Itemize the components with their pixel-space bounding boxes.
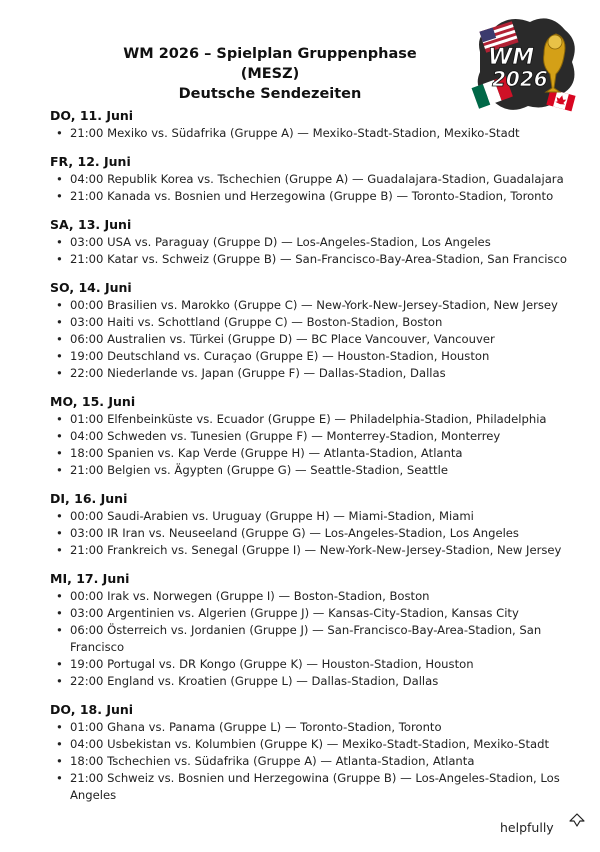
day-section <box>50 490 580 559</box>
match-item: • 22:00 England vs. Kroatien (Gruppe L) — Dallas-Stadion, Dallas <box>50 673 580 690</box>
brand-name: helpfully <box>500 820 554 835</box>
match-list <box>50 171 580 205</box>
match-list <box>50 125 580 142</box>
title-line-1: WM 2026 – Spielplan Gruppenphase (MESZ) <box>123 46 417 82</box>
day-heading: MO, 15. Juni <box>50 394 136 409</box>
match-item: • 00:00 Irak vs. Norwegen (Gruppe I) — Boston-Stadion, Boston <box>50 588 580 605</box>
match-item: • 19:00 Deutschland vs. Curaçao (Gruppe E) — Houston-Stadion, Houston <box>50 348 580 365</box>
day-heading: DO, 18. Juni <box>50 702 134 717</box>
match-list <box>50 234 580 268</box>
match-list <box>50 411 580 479</box>
svg-text:2026: 2026 <box>492 67 548 91</box>
day-section <box>50 216 580 268</box>
day-section <box>50 279 580 382</box>
page-title <box>95 44 445 104</box>
match-item: • 18:00 Tschechien vs. Südafrika (Gruppe A) — Atlanta-Stadion, Atlanta <box>50 753 580 770</box>
match-item: • 04:00 Schweden vs. Tunesien (Gruppe F) — Monterrey-Stadion, Monterrey <box>50 428 580 445</box>
svg-text:WM: WM <box>488 45 535 70</box>
wm-2026-logo <box>470 12 580 117</box>
day-section <box>50 570 580 690</box>
match-item: • 04:00 Republik Korea vs. Tschechien (Gruppe A) — Guadalajara-Stadion, Guadalajara <box>50 171 580 188</box>
match-item: • 18:00 Spanien vs. Kap Verde (Gruppe H) — Atlanta-Stadion, Atlanta <box>50 445 580 462</box>
match-list <box>50 297 580 382</box>
match-list <box>50 588 580 690</box>
day-heading: MI, 17. Juni <box>50 571 130 586</box>
match-item: • 06:00 Australien vs. Türkei (Gruppe D) — BC Place Vancouver, Vancouver <box>50 331 580 348</box>
day-section <box>50 153 580 205</box>
match-item: • 21:00 Schweiz vs. Bosnien und Herzegowina (Gruppe B) — Los-Angeles-Stadion, Los Angeles <box>50 770 580 804</box>
match-item: • 22:00 Niederlande vs. Japan (Gruppe F) — Dallas-Stadion, Dallas <box>50 365 580 382</box>
match-item: • 21:00 Belgien vs. Ägypten (Gruppe G) — Seattle-Stadion, Seattle <box>50 462 580 479</box>
day-section <box>50 107 580 142</box>
match-item: • 03:00 IR Iran vs. Neuseeland (Gruppe G) — Los-Angeles-Stadion, Los Angeles <box>50 525 580 542</box>
match-item: • 04:00 Usbekistan vs. Kolumbien (Gruppe K) — Mexiko-Stadt-Stadion, Mexiko-Stadt <box>50 736 580 753</box>
match-item: • 01:00 Ghana vs. Panama (Gruppe L) — Toronto-Stadion, Toronto <box>50 719 580 736</box>
match-item: • 00:00 Saudi-Arabien vs. Uruguay (Gruppe H) — Miami-Stadion, Miami <box>50 508 580 525</box>
match-item: • 03:00 Argentinien vs. Algerien (Gruppe J) — Kansas-City-Stadion, Kansas City <box>50 605 580 622</box>
day-heading: FR, 12. Juni <box>50 154 131 169</box>
day-heading: DO, 11. Juni <box>50 108 134 123</box>
schedule-list <box>50 107 580 815</box>
world-cup-trophy-icon <box>470 12 580 117</box>
day-section <box>50 701 580 804</box>
match-list <box>50 508 580 559</box>
match-item: • 06:00 Österreich vs. Jordanien (Gruppe J) — San-Francisco-Bay-Area-Stadion, San Francisco <box>50 622 580 656</box>
match-item: • 00:00 Brasilien vs. Marokko (Gruppe C) — New-York-New-Jersey-Stadion, New Jersey <box>50 297 580 314</box>
day-heading: DI, 16. Juni <box>50 491 128 506</box>
title-line-2: Deutsche Sendezeiten <box>178 86 362 102</box>
day-heading: SA, 13. Juni <box>50 217 132 232</box>
day-heading: SO, 14. Juni <box>50 280 132 295</box>
match-item: • 03:00 Haiti vs. Schottland (Gruppe C) — Boston-Stadion, Boston <box>50 314 580 331</box>
day-section <box>50 393 580 479</box>
match-item: • 21:00 Frankreich vs. Senegal (Gruppe I) — New-York-New-Jersey-Stadion, New Jersey <box>50 542 580 559</box>
match-item: • 21:00 Kanada vs. Bosnien und Herzegowina (Gruppe B) — Toronto-Stadion, Toronto <box>50 188 580 205</box>
match-item: • 01:00 Elfenbeinküste vs. Ecuador (Gruppe E) — Philadelphia-Stadion, Philadelphia <box>50 411 580 428</box>
match-item: • 21:00 Mexiko vs. Südafrika (Gruppe A) — Mexiko-Stadt-Stadion, Mexiko-Stadt <box>50 125 580 142</box>
match-item: • 21:00 Katar vs. Schweiz (Gruppe B) — San-Francisco-Bay-Area-Stadion, San Francisco <box>50 251 580 268</box>
helpfully-logo-icon <box>568 812 586 828</box>
match-item: • 03:00 USA vs. Paraguay (Gruppe D) — Los-Angeles-Stadion, Los Angeles <box>50 234 580 251</box>
match-list <box>50 719 580 804</box>
match-item: • 19:00 Portugal vs. DR Kongo (Gruppe K) — Houston-Stadion, Houston <box>50 656 580 673</box>
